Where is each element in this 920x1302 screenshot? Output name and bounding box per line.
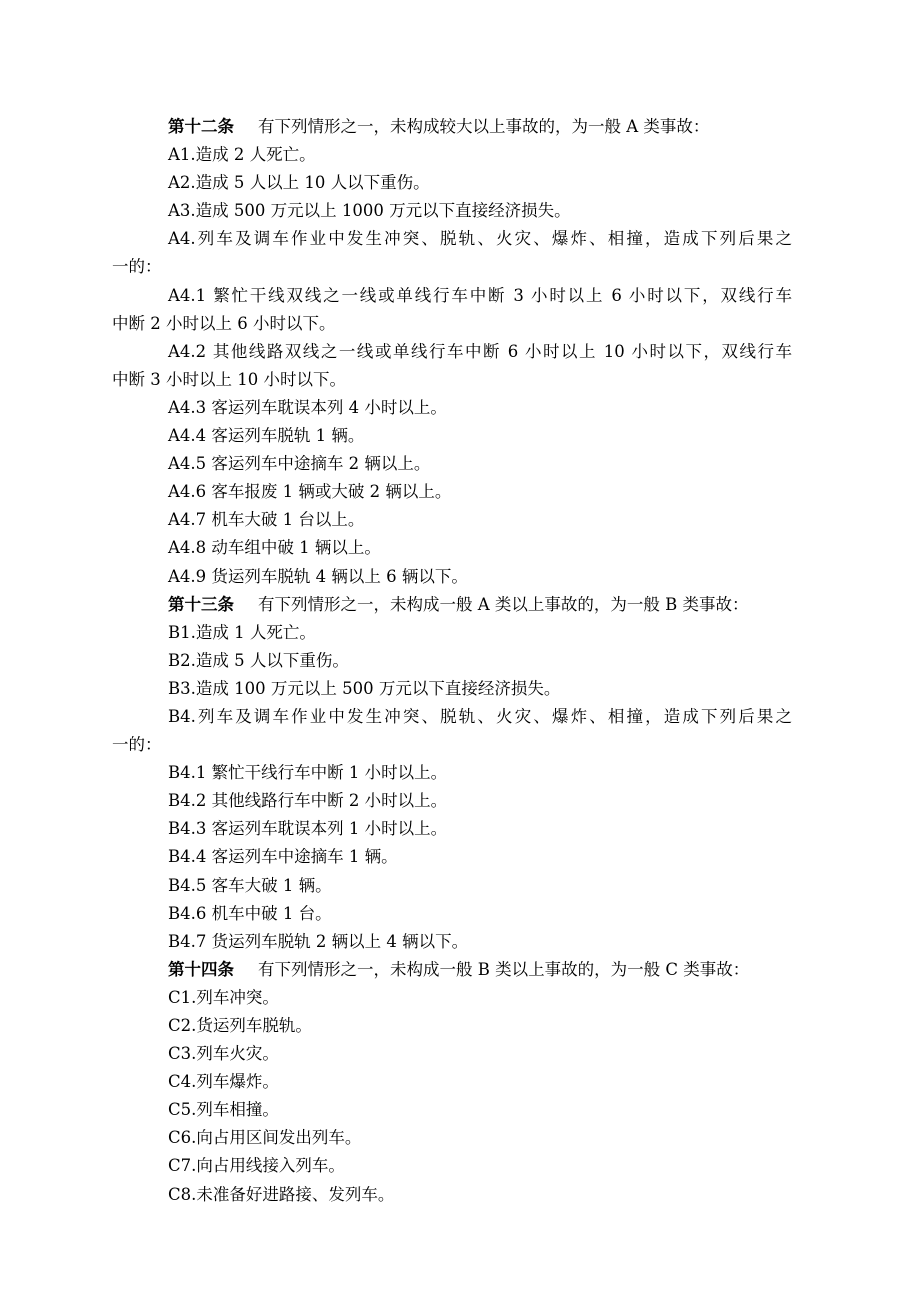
document-body [112,113,792,1209]
clause-text: B4.4 客运列车中途摘车 1 辆。 [168,847,398,867]
clause-text: A4.列车及调车作业中发生冲突、脱轨、火灾、爆炸、相撞，造成下列后果之 [168,229,792,249]
clause-text: B4.列车及调车作业中发生冲突、脱轨、火灾、爆炸、相撞，造成下列后果之 [168,706,792,726]
clause-line [168,534,792,562]
clause-line [168,787,792,815]
clause-line [168,197,792,225]
clause-continuation-line [112,253,792,281]
clause-line [168,282,792,310]
clause-line [168,1040,792,1068]
clause-text: A4.4 客运列车脱轨 1 辆。 [168,426,365,446]
clause-continuation-line [112,366,792,394]
clause-text: A4.3 客运列车耽误本列 4 小时以上。 [168,397,447,417]
clause-continuation-text: 中断 3 小时以上 10 小时以下。 [112,369,346,389]
clause-text: A4.2 其他线路双线之一线或单线行车中断 6 小时以上 10 小时以下，双线行车 [168,341,792,361]
clause-line [168,506,792,534]
clause-text: C4.列车爆炸。 [168,1072,279,1092]
clause-continuation-text: 中断 2 小时以上 6 小时以下。 [112,313,336,333]
clause-text: 有下列情形之一，未构成一般 A 类以上事故的，为一般 B 类事故： [258,594,749,614]
clause-text: A1.造成 2 人死亡。 [168,145,316,165]
clause-text: B1.造成 1 人死亡。 [168,622,316,642]
clause-line [168,675,792,703]
clause-text: B4.2 其他线路行车中断 2 小时以上。 [168,791,448,811]
clause-line [168,900,792,928]
clause-continuation-line [112,310,792,338]
clause-text: C2.货运列车脱轨。 [168,1016,312,1035]
clause-text: A2.造成 5 人以上 10 人以下重伤。 [168,173,430,193]
clause-text: A4.1 繁忙干线双线之一线或单线行车中断 3 小时以上 6 小时以下，双线行车 [168,285,792,305]
clause-text: 有下列情形之一，未构成一般 B 类以上事故的，为一般 C 类事故： [258,959,750,979]
clause-line [168,703,792,731]
clause-text: A4.6 客车报废 1 辆或大破 2 辆以上。 [168,482,452,502]
clause-line [168,872,792,900]
clause-line [168,1124,792,1152]
clause-text: C1.列车冲突。 [168,987,279,1007]
clause-line [168,422,792,450]
clause-line [168,169,792,197]
clause-line [168,394,792,422]
article-number: 第十二条 [168,117,234,136]
clause-text: C3.列车火灾。 [168,1044,279,1064]
clause-text: B4.3 客运列车耽误本列 1 小时以上。 [168,819,448,839]
clause-text: B4.6 机车中破 1 台。 [168,903,332,923]
article-heading-line [168,591,792,619]
clause-line [168,563,792,591]
clause-line [168,225,792,253]
clause-text: A4.9 货运列车脱轨 4 辆以上 6 辆以下。 [168,566,468,586]
clause-text: A4.7 机车大破 1 台以上。 [168,510,365,530]
clause-continuation-text: 一的： [112,257,162,277]
clause-line [168,1068,792,1096]
clause-line [168,1096,792,1124]
clause-text: B4.7 货运列车脱轨 2 辆以上 4 辆以下。 [168,931,469,951]
clause-line [168,450,792,478]
clause-text: C8.未准备好进路接、发列车。 [168,1184,395,1204]
clause-line [168,1012,792,1040]
clause-line [168,338,792,366]
clause-line [168,1152,792,1180]
clause-line [168,815,792,843]
clause-line [168,984,792,1012]
clause-text: B2.造成 5 人以下重伤。 [168,650,349,670]
clause-continuation-line [112,731,792,759]
clause-text: C5.列车相撞。 [168,1100,279,1120]
article-number: 第十三条 [168,594,234,614]
clause-continuation-text: 一的： [112,735,162,755]
clause-text: A4.5 客运列车中途摘车 2 辆以上。 [168,454,431,474]
clause-line [168,478,792,506]
article-number: 第十四条 [168,959,234,979]
clause-text: C6.向占用区间发出列车。 [168,1128,362,1148]
clause-text: A4.8 动车组中破 1 辆以上。 [168,538,381,558]
clause-line [168,647,792,675]
clause-text: B4.1 繁忙干线行车中断 1 小时以上。 [168,763,448,783]
article-heading-line [168,956,792,984]
clause-text: B4.5 客车大破 1 辆。 [168,875,332,895]
clause-text: A3.造成 500 万元以上 1000 万元以下直接经济损失。 [168,201,571,221]
article-heading-line [168,113,792,141]
clause-text: C7.向占用线接入列车。 [168,1156,345,1176]
clause-line [168,928,792,956]
clause-line [168,1181,792,1209]
clause-line [168,619,792,647]
clause-line [168,843,792,871]
clause-text: 有下列情形之一，未构成较大以上事故的，为一般 A 类事故： [258,117,710,136]
clause-text: B3.造成 100 万元以上 500 万元以下直接经济损失。 [168,678,561,698]
clause-line [168,141,792,169]
clause-line [168,759,792,787]
